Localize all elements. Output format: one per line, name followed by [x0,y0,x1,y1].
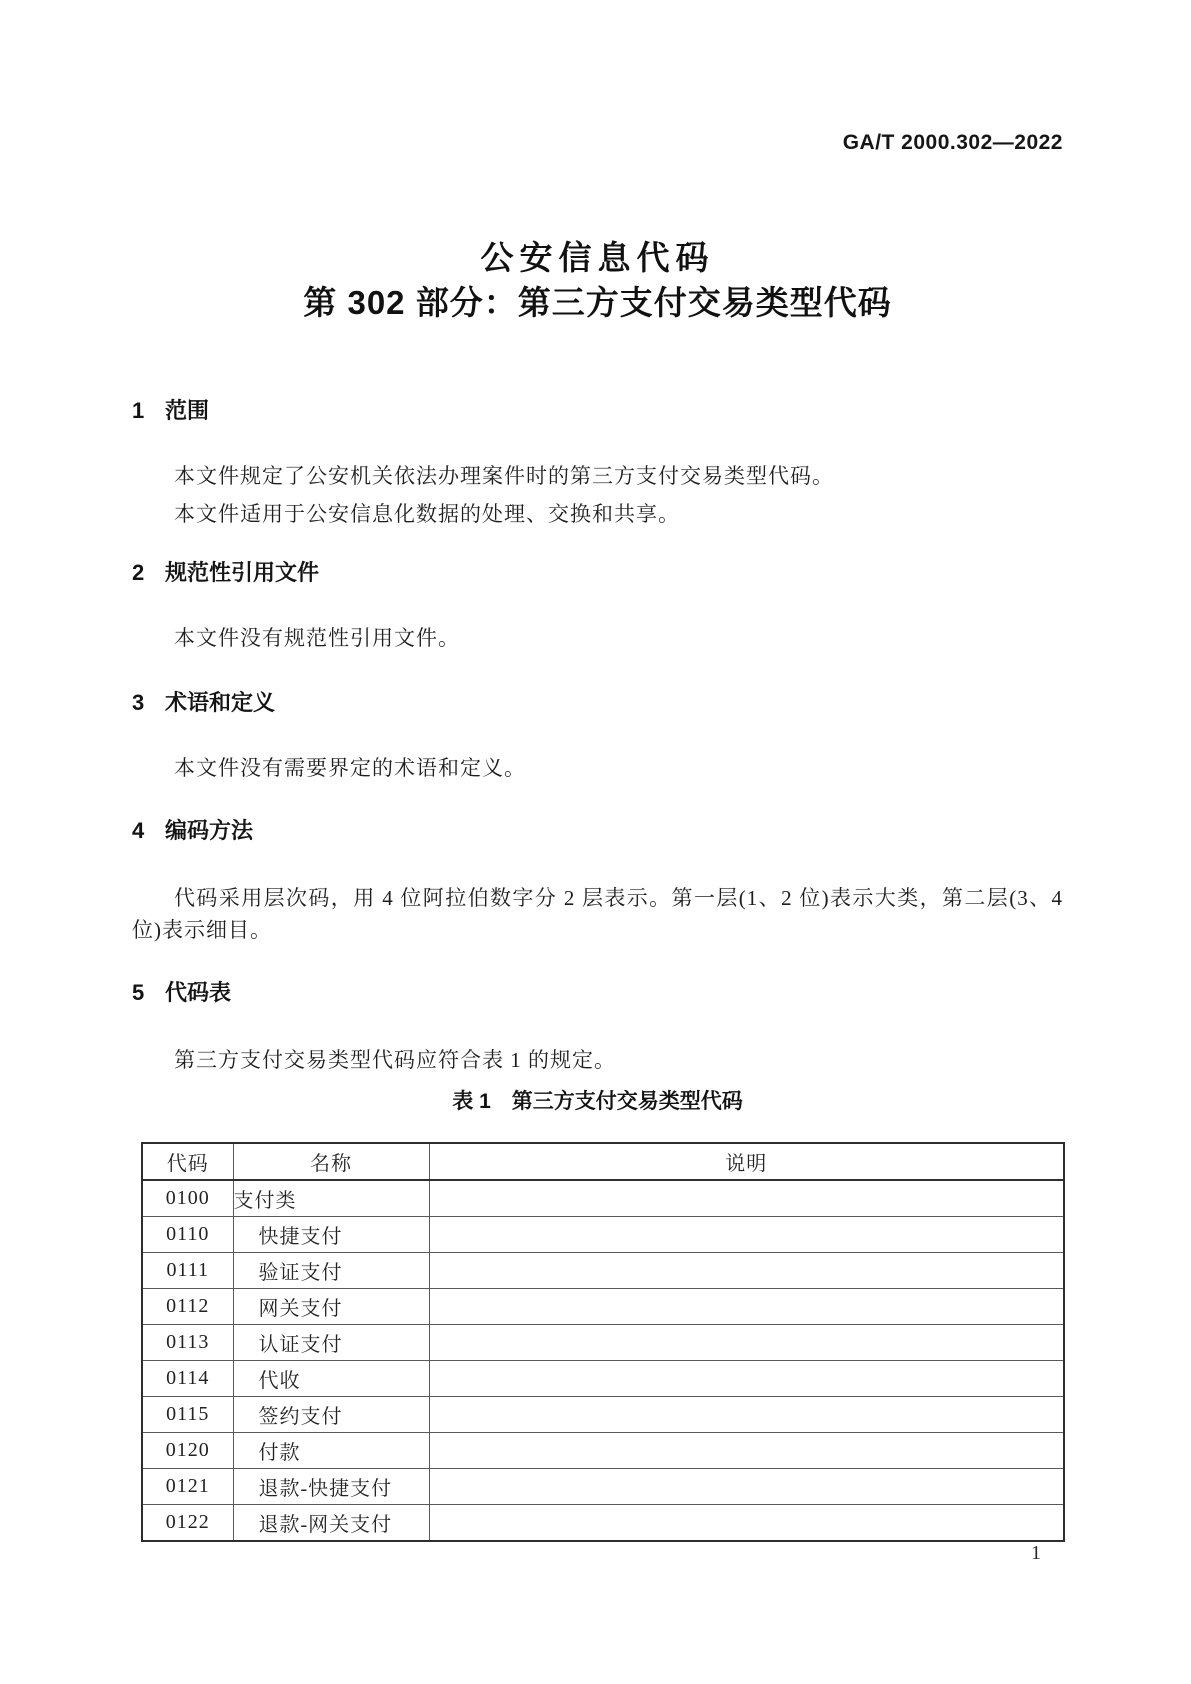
table-caption: 表 1 第三方支付交易类型代码 [452,1090,743,1113]
desc-cell [429,1361,1064,1397]
section-5-paragraph-1: 第三方支付交易类型代码应符合表 1 的规定。 [174,1048,616,1072]
desc-cell [429,1180,1064,1217]
section-3-heading [132,690,1063,716]
section-4-title: 编码方法 [165,818,254,843]
standard-number: GA/T 2000.302—2022 [842,131,1063,154]
section-5-heading [132,980,1063,1006]
name-cell: 代收 [233,1361,429,1397]
desc-cell [429,1217,1064,1253]
code-cell: 0120 [142,1433,233,1469]
section-1-title: 范围 [165,398,210,423]
name-cell: 退款-快捷支付 [233,1469,429,1505]
section-1-number: 1 [132,398,145,423]
code-cell: 0113 [142,1325,233,1361]
name-cell: 快捷支付 [233,1217,429,1253]
desc-cell [429,1289,1064,1325]
code-cell: 0114 [142,1361,233,1397]
code-cell: 0122 [142,1505,233,1542]
desc-cell [429,1397,1064,1433]
column-header-desc: 说明 [429,1143,1064,1180]
table-row [142,1433,1064,1469]
section-2-paragraph-1: 本文件没有规范性引用文件。 [174,626,460,650]
section-2-heading [132,560,1063,586]
section-1-heading [132,398,1063,424]
desc-cell [429,1325,1064,1361]
page-number: 1 [1031,1542,1041,1564]
table-row [142,1325,1064,1361]
table-header-row [142,1143,1064,1180]
table-row [142,1289,1064,1325]
code-cell: 0110 [142,1217,233,1253]
desc-cell [429,1505,1064,1542]
code-cell: 0115 [142,1397,233,1433]
name-cell: 签约支付 [233,1397,429,1433]
desc-cell [429,1433,1064,1469]
document-body [132,0,1063,1542]
table-row [142,1217,1064,1253]
section-4-heading [132,818,1063,844]
column-header-name: 名称 [233,1143,429,1180]
name-cell: 支付类 [233,1180,429,1217]
document-title-line2: 第 302 部分：第三方支付交易类型代码 [303,284,892,321]
code-cell: 0112 [142,1289,233,1325]
table-row [142,1180,1064,1217]
table-row [142,1469,1064,1505]
section-4-number: 4 [132,818,145,843]
code-cell: 0100 [142,1180,233,1217]
table-row [142,1253,1064,1289]
desc-cell [429,1469,1064,1505]
name-cell: 验证支付 [233,1253,429,1289]
section-5-title: 代码表 [165,980,232,1005]
section-1-paragraph-1: 本文件规定了公安机关依法办理案件时的第三方支付交易类型代码。 [174,464,834,488]
code-cell: 0111 [142,1253,233,1289]
section-1-paragraph-2: 本文件适用于公安信息化数据的处理、交换和共享。 [174,502,680,526]
table-row [142,1505,1064,1542]
section-4-paragraph-1: 代码采用层次码，用 4 位阿拉伯数字分 2 层表示。第一层(1、2 位)表示大类，第二层(3、4 位)表示细目。 [132,886,1063,942]
name-cell: 付款 [233,1433,429,1469]
section-2-title: 规范性引用文件 [165,560,320,585]
section-3-title: 术语和定义 [165,690,276,715]
code-cell: 0121 [142,1469,233,1505]
section-3-number: 3 [132,690,145,715]
section-3-paragraph-1: 本文件没有需要界定的术语和定义。 [174,756,526,780]
name-cell: 退款-网关支付 [233,1505,429,1542]
column-header-code: 代码 [142,1143,233,1180]
section-2-number: 2 [132,560,145,585]
desc-cell [429,1253,1064,1289]
name-cell: 网关支付 [233,1289,429,1325]
name-cell: 认证支付 [233,1325,429,1361]
code-table [141,1142,1065,1542]
table-row [142,1397,1064,1433]
section-5-number: 5 [132,980,145,1005]
document-title-line1: 公安信息代码 [480,239,715,276]
table-row [142,1361,1064,1397]
